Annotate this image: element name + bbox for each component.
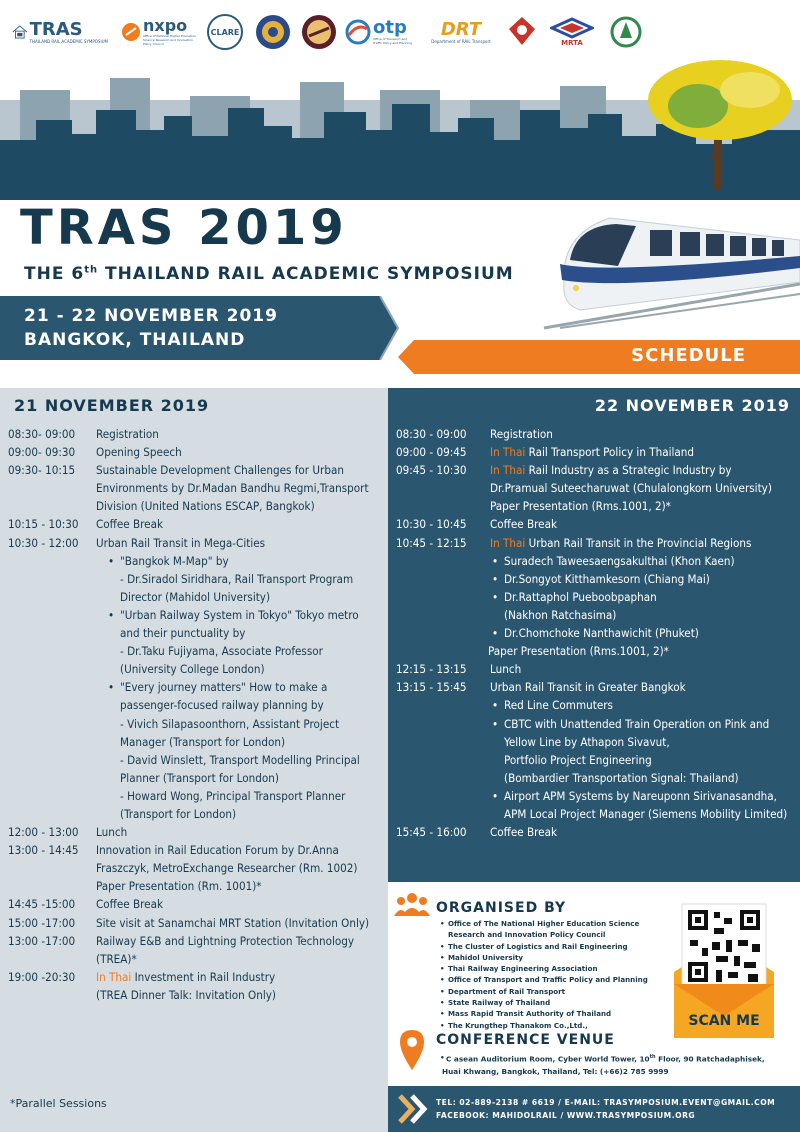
row-desc: Registration [96,427,159,441]
tras-house-icon [12,14,28,50]
talk-title: "Urban Railway System in Tokyo" Tokyo metro and their punctuality by [120,607,359,641]
row-desc: Opening Speech [96,445,182,460]
mrta-chevron-icon [550,17,594,39]
row-desc [96,968,380,1004]
schedule-row [8,823,380,841]
contact-phone-email[interactable]: TEL: 02-889-2138 # 6619 / E-MAIL: TRASYMPOSIUM.EVENT@GMAIL.COM [436,1098,776,1107]
row-time: 09:45 - 10:30 [396,463,467,478]
schedule-row [396,425,796,443]
talk-item [106,606,380,642]
schedule-row [8,534,380,552]
schedule-row [8,968,380,1004]
talk-title: "Every journey matters" How to make a passenger-focused railway planning by [120,680,328,713]
speaker-item: • Dr.Songyot Kitthamkesorn (Chiang Mai) [490,570,796,588]
organiser-item: • The Cluster of Logistics and Rail Engineering [440,941,676,952]
trea-seal-icon [301,14,337,50]
row-desc: Coffee Break [490,517,558,532]
row-time: 09:00 - 09:45 [396,445,467,460]
schedule-row [8,895,380,913]
subtitle-post: THAILAND RAIL ACADEMIC SYMPOSIUM [98,264,514,284]
nxpo-swoosh-icon [121,22,141,42]
talk-speaker: Portfolio Project Engineering [504,752,652,767]
organiser-item: • Department of Rail Transport [440,986,676,997]
row-desc [490,443,796,461]
row-desc-text: Rail Transport Policy in Thailand [525,445,695,460]
row-time: 08:30 - 09:00 [396,427,467,441]
otp-logo-name: otp [373,17,407,38]
organiser-item: • State Railway of Thailand [440,997,676,1008]
talk-speaker: - Dr.Taku Fujiyama, Associate Professor (University College London) [120,644,323,677]
organiser-item: • Office of The National Higher Education Science Research and Innovation Policy Council [440,918,676,941]
schedule-row [396,461,796,515]
train-illustration [540,204,800,334]
talk-item: • Red Line Commuters [490,696,796,714]
event-dates [24,304,278,352]
talk-item: • CBTC with Unattended Train Operation on Pink and Yellow Line by Athapon Sivavut, [490,715,796,751]
schedule-row [8,914,380,932]
row-desc: Coffee Break [96,897,164,912]
city-skyline-illustration [0,60,800,200]
page-title: TRAS 2019 [20,200,348,256]
in-thai-tag: In Thai [490,463,526,478]
clare-logo-name: CLARE [210,27,240,37]
organiser-item: • Thai Railway Engineering Association [440,963,676,974]
talk-speaker: - Dr.Siradol Siridhara, Rail Transport Program Director (Mahidol University) [120,571,354,604]
row-time: 10:45 - 12:15 [396,535,467,550]
nxpo-logo [120,12,200,52]
otp-logo [344,12,414,52]
logo-bar [0,0,800,66]
tras-logo-sub: THAILAND RAIL ACADEMIC SYMPOSIUM [29,38,108,44]
subtitle-sup: th [84,264,99,276]
schedule-label: SCHEDULE [631,345,746,366]
schedule-row [396,823,796,841]
row-desc: Innovation in Rail Education Forum by Dr.Anna Fraszczyk, MetroExchange Researcher (Rm. 1002) [96,843,358,876]
clare-logo [206,12,244,52]
organiser-item: • Mahidol University [440,952,676,963]
row-time: 15:00 -17:00 [8,915,76,930]
row-time: 14:45 -15:00 [8,897,76,912]
provincial-paper-presentation: Paper Presentation (Rms.1001, 2)* [488,644,669,659]
drt-logo-sub: Department of RAIL Transport [431,38,491,44]
venue-line1-pre: C asean Auditorium Room, Cyber World Tower, 10 [446,1054,650,1064]
row-time: 08:30- 09:00 [8,427,76,441]
row-desc: Coffee Break [490,825,558,840]
otp-swirl-icon [345,19,371,45]
talk-speaker: (Bombardier Transportation Signal: Thailand) [504,770,739,785]
double-chevron-icon [398,1092,430,1126]
subtitle-pre: THE 6 [24,264,85,284]
day1-heading: 21 NOVEMBER 2019 [14,396,210,415]
symposium-subtitle [24,264,514,284]
row-desc: Registration [490,427,553,441]
day1-schedule [8,425,380,1004]
row-time: 12:15 - 13:15 [396,662,467,677]
talk-speaker: - Vivich Silapasoonthorn, Assistant Project Manager (Transport for London) [120,716,340,749]
contact-info [436,1096,775,1122]
ktt-emblem-icon [610,16,642,48]
row-desc: Coffee Break [96,517,164,532]
in-thai-tag: In Thai [490,445,526,460]
row-desc [490,534,796,552]
schedule-row [8,443,380,461]
venue-line1-post: Floor, 90 Ratchadaphisek, [655,1054,765,1064]
row-desc: Site visit at Sanamchai MRT Station (Invitation Only) [96,915,370,930]
nxpo-logo-sub: Office of National Higher Education Science Research and Innovation Policy Council [143,34,196,46]
row-desc: Lunch [96,825,128,840]
row-time: 10:30 - 12:00 [8,535,79,550]
row-time: 09:30- 10:15 [8,463,76,478]
bangkok-talks [396,696,796,823]
schedule-row [8,841,380,877]
event-date-line: 21 - 22 NOVEMBER 2019 [24,306,278,326]
venue-line1-sup: th [649,1054,656,1060]
in-thai-tag: In Thai [96,969,132,984]
row-desc-text: Urban Rail Transit in the Provincial Regions [525,535,752,550]
row-desc-text: (TREA Dinner Talk: Invitation Only) [96,987,276,1002]
row-time: 13:00 -17:00 [8,933,76,948]
schedule-row [396,678,796,696]
schedule-row [8,425,380,443]
organiser-item: • Office of Transport and Traffic Policy and Planning [440,974,676,985]
row-time: 19:00 -20:30 [8,969,76,984]
drt-logo [426,12,496,52]
row-desc: Urban Rail Transit in Mega-Cities [96,535,266,550]
tras-logo [12,12,108,52]
row-time: 15:45 - 16:00 [396,825,467,840]
row-time: 10:15 - 10:30 [8,517,79,532]
event-location-line: BANGKOK, THAILAND [24,330,246,350]
otp-logo-sub: Office of Transport and Traffic Policy and Planning [373,37,413,45]
row-time: 09:00- 09:30 [8,445,76,460]
row-desc: Urban Rail Transit in Greater Bangkok [490,680,686,695]
schedule-row [8,461,380,515]
schedule-row [396,443,796,461]
talk-speaker: - Howard Wong, Principal Transport Planner (Transport for London) [120,788,346,821]
venue-address: • C asean Auditorium Room, Cyber World Tower, 10th Floor, 90 Ratchadaphisek, Huai Khwang, Bangkok, Thailand, Tel: (+66)2 785 9999 [440,1051,770,1078]
talk-item: • Airport APM Systems by Nareuponn Sirivanasandha, APM Local Project Manager (Siemens Mobility Limited) [490,787,796,823]
row-desc-text: Dr.Pramual Suteecharuwat (Chulalongkorn University) [490,481,772,496]
people-icon [394,892,430,916]
talk-item [106,552,380,570]
drt-logo-name: DRT [440,18,482,40]
srt-emblem-icon [507,15,537,49]
ktt-logo [606,12,646,52]
row-time: 10:30 - 10:45 [396,517,467,532]
row-desc: Railway E&B and Lightning Protection Technology (TREA)* [96,933,355,966]
contact-facebook-web[interactable]: FACEBOOK: MAHIDOLRAIL / WWW.TRASYMPOSIUM.ORG [436,1111,696,1120]
schedule-row [396,534,796,552]
mega-cities-talks [8,552,380,823]
schedule-row [396,660,796,678]
tras-logo-name: TRAS [29,18,83,40]
speaker-item: • Dr.Rattaphol Pueboobpaphan (Nakhon Ratchasima) [490,588,670,624]
row-desc [490,461,796,515]
trea-seal-logo [300,12,338,52]
scan-me-label: SCAN ME [688,1013,760,1029]
mahidol-seal-logo [254,12,292,52]
row-desc: Lunch [490,662,522,677]
schedule-row [8,515,380,533]
organiser-item: • The Krungthep Thanakom Co.,Ltd., [440,1020,676,1031]
mahidol-seal-icon [255,14,291,50]
location-pin-icon [400,1030,424,1070]
speaker-item: • Dr.Chomchoke Nanthawichit (Phuket) [490,624,796,642]
organised-heading: ORGANISED BY [436,900,567,916]
organisers-list [440,918,676,1031]
row-desc: Sustainable Development Challenges for Urban Environments by Dr.Madan Bandhu Regmi,Transport Division (United Nations ESCAP, Bangkok) [96,463,369,514]
schedule-row [396,515,796,533]
row-desc-text: Investment in Rail Industry [131,969,276,984]
mrta-logo-name: MRTA [561,39,583,47]
row-time: 12:00 - 13:00 [8,825,79,840]
row-time: 13:15 - 15:45 [396,680,467,695]
day2-schedule [396,425,796,841]
mrta-logo [548,12,596,52]
in-thai-tag: In Thai [490,535,526,550]
row-time: 13:00 - 14:45 [8,843,79,858]
day2-heading: 22 NOVEMBER 2019 [594,396,790,415]
venue-heading: CONFERENCE VENUE [436,1032,615,1048]
row-desc-text: Paper Presentation (Rms.1001, 2)* [490,499,671,514]
organiser-item: • Mass Rapid Transit Authority of Thailand [440,1008,676,1019]
venue-line2: Huai Khwang, Bangkok, Thailand, Tel: (+66)2 785 9999 [442,1067,669,1077]
talk-title: "Bangkok M-Map" by [120,553,229,568]
schedule-row [8,877,380,895]
row-time [8,877,96,895]
schedule-row [8,932,380,968]
talk-item [106,678,380,714]
speaker-item: • Suradech Taweesaengsakulthai (Khon Kaen) [490,552,796,570]
srt-logo [504,12,540,52]
parallel-sessions-note: *Parallel Sessions [10,1097,107,1110]
row-desc-text: Rail Industry as a Strategic Industry by [525,463,732,478]
row-desc: Paper Presentation (Rm. 1001)* [96,879,262,894]
talk-speaker: - David Winslett, Transport Modelling Principal Planner (Transport for London) [120,752,360,785]
nxpo-logo-name: nxpo [143,16,188,35]
provincial-speakers [396,552,796,661]
